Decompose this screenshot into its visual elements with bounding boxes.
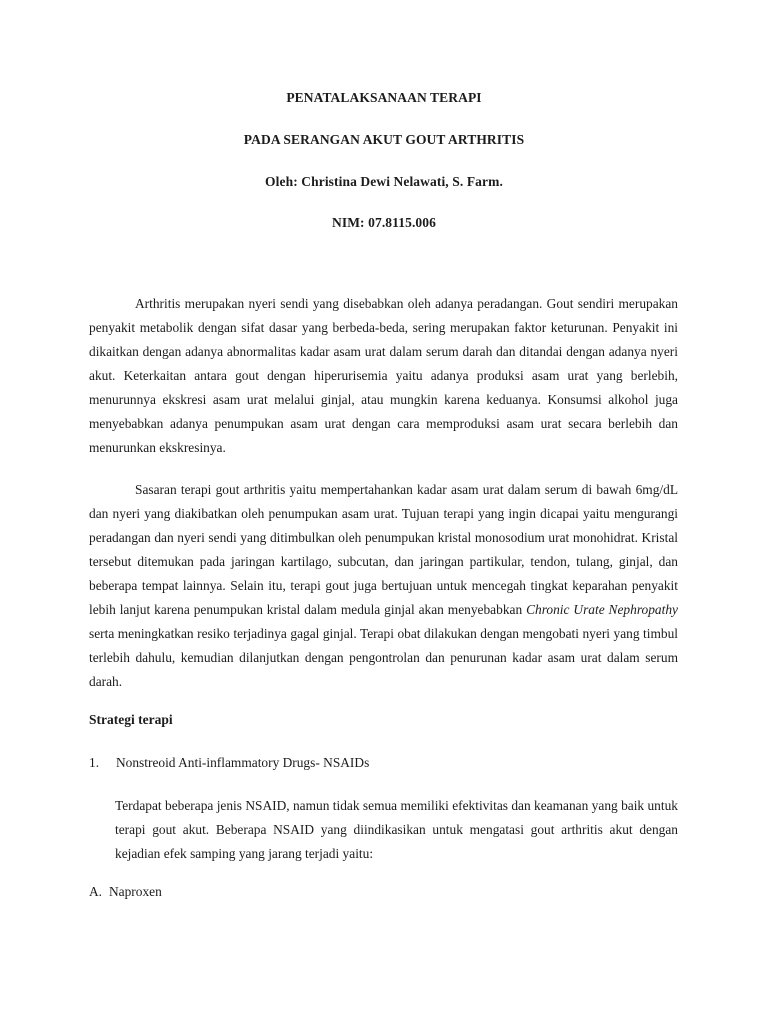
- nim-line: NIM: 07.8115.006: [332, 215, 436, 230]
- paragraph-sasaran-text-1: Sasaran terapi gout arthritis yaitu mempertahankan kadar asam urat dalam serum di bawah 6mg/dL dan nyeri yang diakibatkan oleh penumpukan asam urat. Tujuan terapi yang ingin dicapai yaitu mengurangi peradangan dan nyeri sendi yang ditimbulkan oleh penumpukan kristal monosodium urat monohidrat. Kristal tersebut ditemukan pada jaringan kartilago, subcutan, dan jaringan partikular, tendon, tulang, ginjal, dan beberapa tempat lainnya. Selain itu, terapi gout juga bertujuan untuk mencegah tingkat keparahan penyakit lebih lanjut karena penumpukan kristal dalam medula ginjal akan menyebabkan: [89, 482, 678, 617]
- sub-item-a-letter: A.: [89, 884, 103, 899]
- list-item-1-number: 1.: [89, 755, 100, 770]
- section-heading: Strategi terapi: [89, 712, 173, 727]
- sub-item-a: [89, 884, 162, 900]
- list-item-1-label: Nonstreoid Anti-inflammatory Drugs- NSAIDs: [116, 755, 370, 770]
- paragraph-sasaran: [89, 478, 678, 694]
- paragraph-sasaran-text-2: serta meningkatkan resiko terjadinya gagal ginjal. Terapi obat dilakukan dengan mengobati nyeri yang timbul terlebih dahulu, kemudian dilanjutkan dengan pengontrolan dan penurunan kadar asam urat dalam serum darah.: [89, 626, 678, 689]
- list-item-1-paragraph: Terdapat beberapa jenis NSAID, namun tidak semua memiliki efektivitas dan keamanan yang baik untuk terapi gout akut. Beberapa NSAID yang diindikasikan untuk mengatasi gout arthritis akut dengan kejadian efek samping yang jarang terjadi yaitu:: [115, 798, 678, 861]
- author-line: Oleh: Christina Dewi Nelawati, S. Farm.: [265, 174, 503, 189]
- document-title-line-2: PADA SERANGAN AKUT GOUT ARTHRITIS: [243, 132, 525, 147]
- sub-item-a-label: Naproxen: [109, 884, 162, 899]
- paragraph-sasaran-italic: Chronic Urate Nephropathy: [526, 602, 678, 617]
- document-title-line-1: PENATALAKSANAAN TERAPI: [286, 90, 482, 105]
- paragraph-arthritis: [89, 292, 678, 460]
- list-item-1: [89, 755, 369, 771]
- paragraph-arthritis-text: Arthritis merupakan nyeri sendi yang disebabkan oleh adanya peradangan. Gout sendiri merupakan penyakit metabolik dengan sifat dasar yang berbeda-beda, sering merupakan faktor keturunan. Penyakit ini dikaitkan dengan adanya abnormalitas kadar asam urat dalam serum darah dan ditandai dengan adanya nyeri akut. Keterkaitan antara gout dengan hiperurisemia yaitu adanya produksi asam urat yang berlebih, menurunnya ekskresi asam urat melalui ginjal, atau mungkin karena keduanya. Konsumsi alkohol juga menyebabkan adanya penumpukan asam urat dengan cara memproduksi asam urat secara berlebih dan menurunkan ekskresinya.: [89, 296, 678, 455]
